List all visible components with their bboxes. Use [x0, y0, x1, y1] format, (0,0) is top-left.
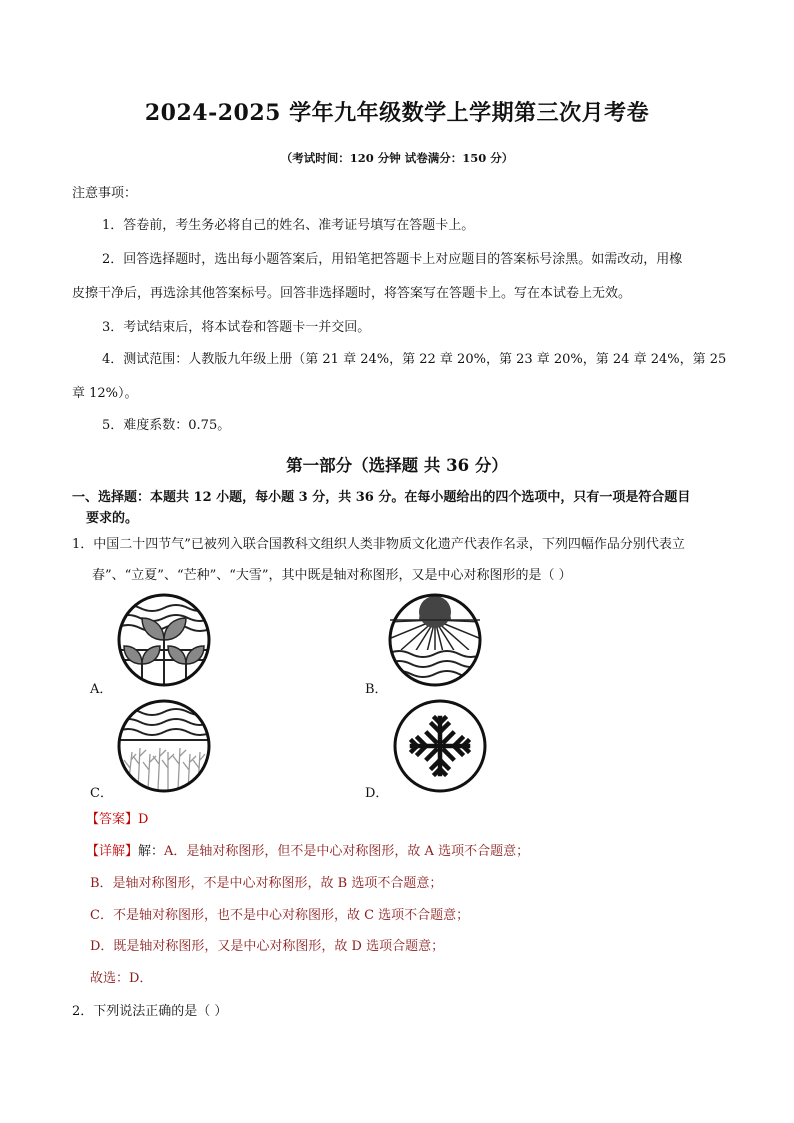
q1-stem-line-2: 春”、“立夏”、“芒种”、“大雪”，其中既是轴对称图形，又是中心对称图形的是（ ） — [92, 568, 572, 583]
option-d-figure — [392, 698, 488, 794]
note-item-3: 3．考试结束后，将本试卷和答题卡一并交回。 — [102, 320, 371, 335]
note-item-2-line-1: 2．回答选择题时，选出每小题答案后，用铅笔把答题卡上对应题目的答案标号涂黑。如需改动，用橡 — [102, 252, 683, 267]
page-title: 2024-2025 学年九年级数学上学期第三次月考卷 — [144, 100, 650, 126]
detail-d: D．既是轴对称图形，又是中心对称图形，故 D 选项合题意； — [90, 939, 445, 954]
note-item-4-line-1: 4．测试范围：人教版九年级上册（第 21 章 24%，第 22 章 20%，第 23 章 20%，第 24 章 24%，第 25 — [102, 352, 727, 367]
option-c-figure — [116, 698, 212, 794]
q2-stem: 2．下列说法正确的是（ ） — [72, 1004, 228, 1019]
option-a-label: A． — [90, 682, 113, 697]
detail-a: A．是轴对称图形，但不是中心对称图形，故 A 选项不合题意； — [164, 844, 530, 859]
option-b-label: B． — [365, 682, 388, 697]
detail-tag: 【详解】 — [86, 844, 139, 859]
detail-c: C．不是轴对称图形，也不是中心对称图形，故 C 选项不合题意； — [90, 908, 470, 923]
section-instructions-line-1: 一、选择题：本题共 12 小题，每小题 3 分，共 36 分。在每小题给出的四个选项中，只有一项是符合题目 — [72, 490, 691, 505]
note-item-2-line-2: 皮擦干净后，再选涂其他答案标号。回答非选择题时，将答案写在答题卡上。写在本试卷上无效。 — [72, 286, 632, 301]
detail-prefix: 解： — [138, 844, 165, 859]
answer-tag: 【答案】 — [86, 812, 139, 827]
notes-heading: 注意事项： — [72, 186, 138, 201]
conclusion: 故选：D． — [90, 971, 153, 986]
note-item-4-line-2: 章 12%）。 — [72, 386, 138, 401]
exam-info: （考试时间：120 分钟 试卷满分：150 分） — [280, 151, 514, 165]
option-b-figure — [387, 592, 483, 688]
option-a-figure — [116, 592, 212, 688]
section-instructions-line-2: 要求的。 — [86, 511, 139, 526]
section-title: 第一部分（选择题 共 36 分） — [286, 456, 508, 475]
note-item-5: 5．难度系数：0.75。 — [102, 418, 231, 433]
detail-b: B．是轴对称图形，不是中心对称图形，故 B 选项不合题意； — [90, 876, 443, 891]
q1-stem-line-1: 1．中国二十四节气”已被列入联合国教科文组织人类非物质文化遗产代表作名录，下列四幅作品分别代表立 — [72, 537, 685, 552]
answer-value: D — [138, 812, 149, 827]
option-d-label: D． — [365, 786, 389, 801]
note-item-1: 1．答卷前，考生务必将自己的姓名、准考证号填写在答题卡上。 — [102, 218, 475, 233]
option-c-label: C． — [90, 786, 113, 801]
answer-line — [86, 808, 148, 827]
detail-line-a — [86, 840, 529, 859]
